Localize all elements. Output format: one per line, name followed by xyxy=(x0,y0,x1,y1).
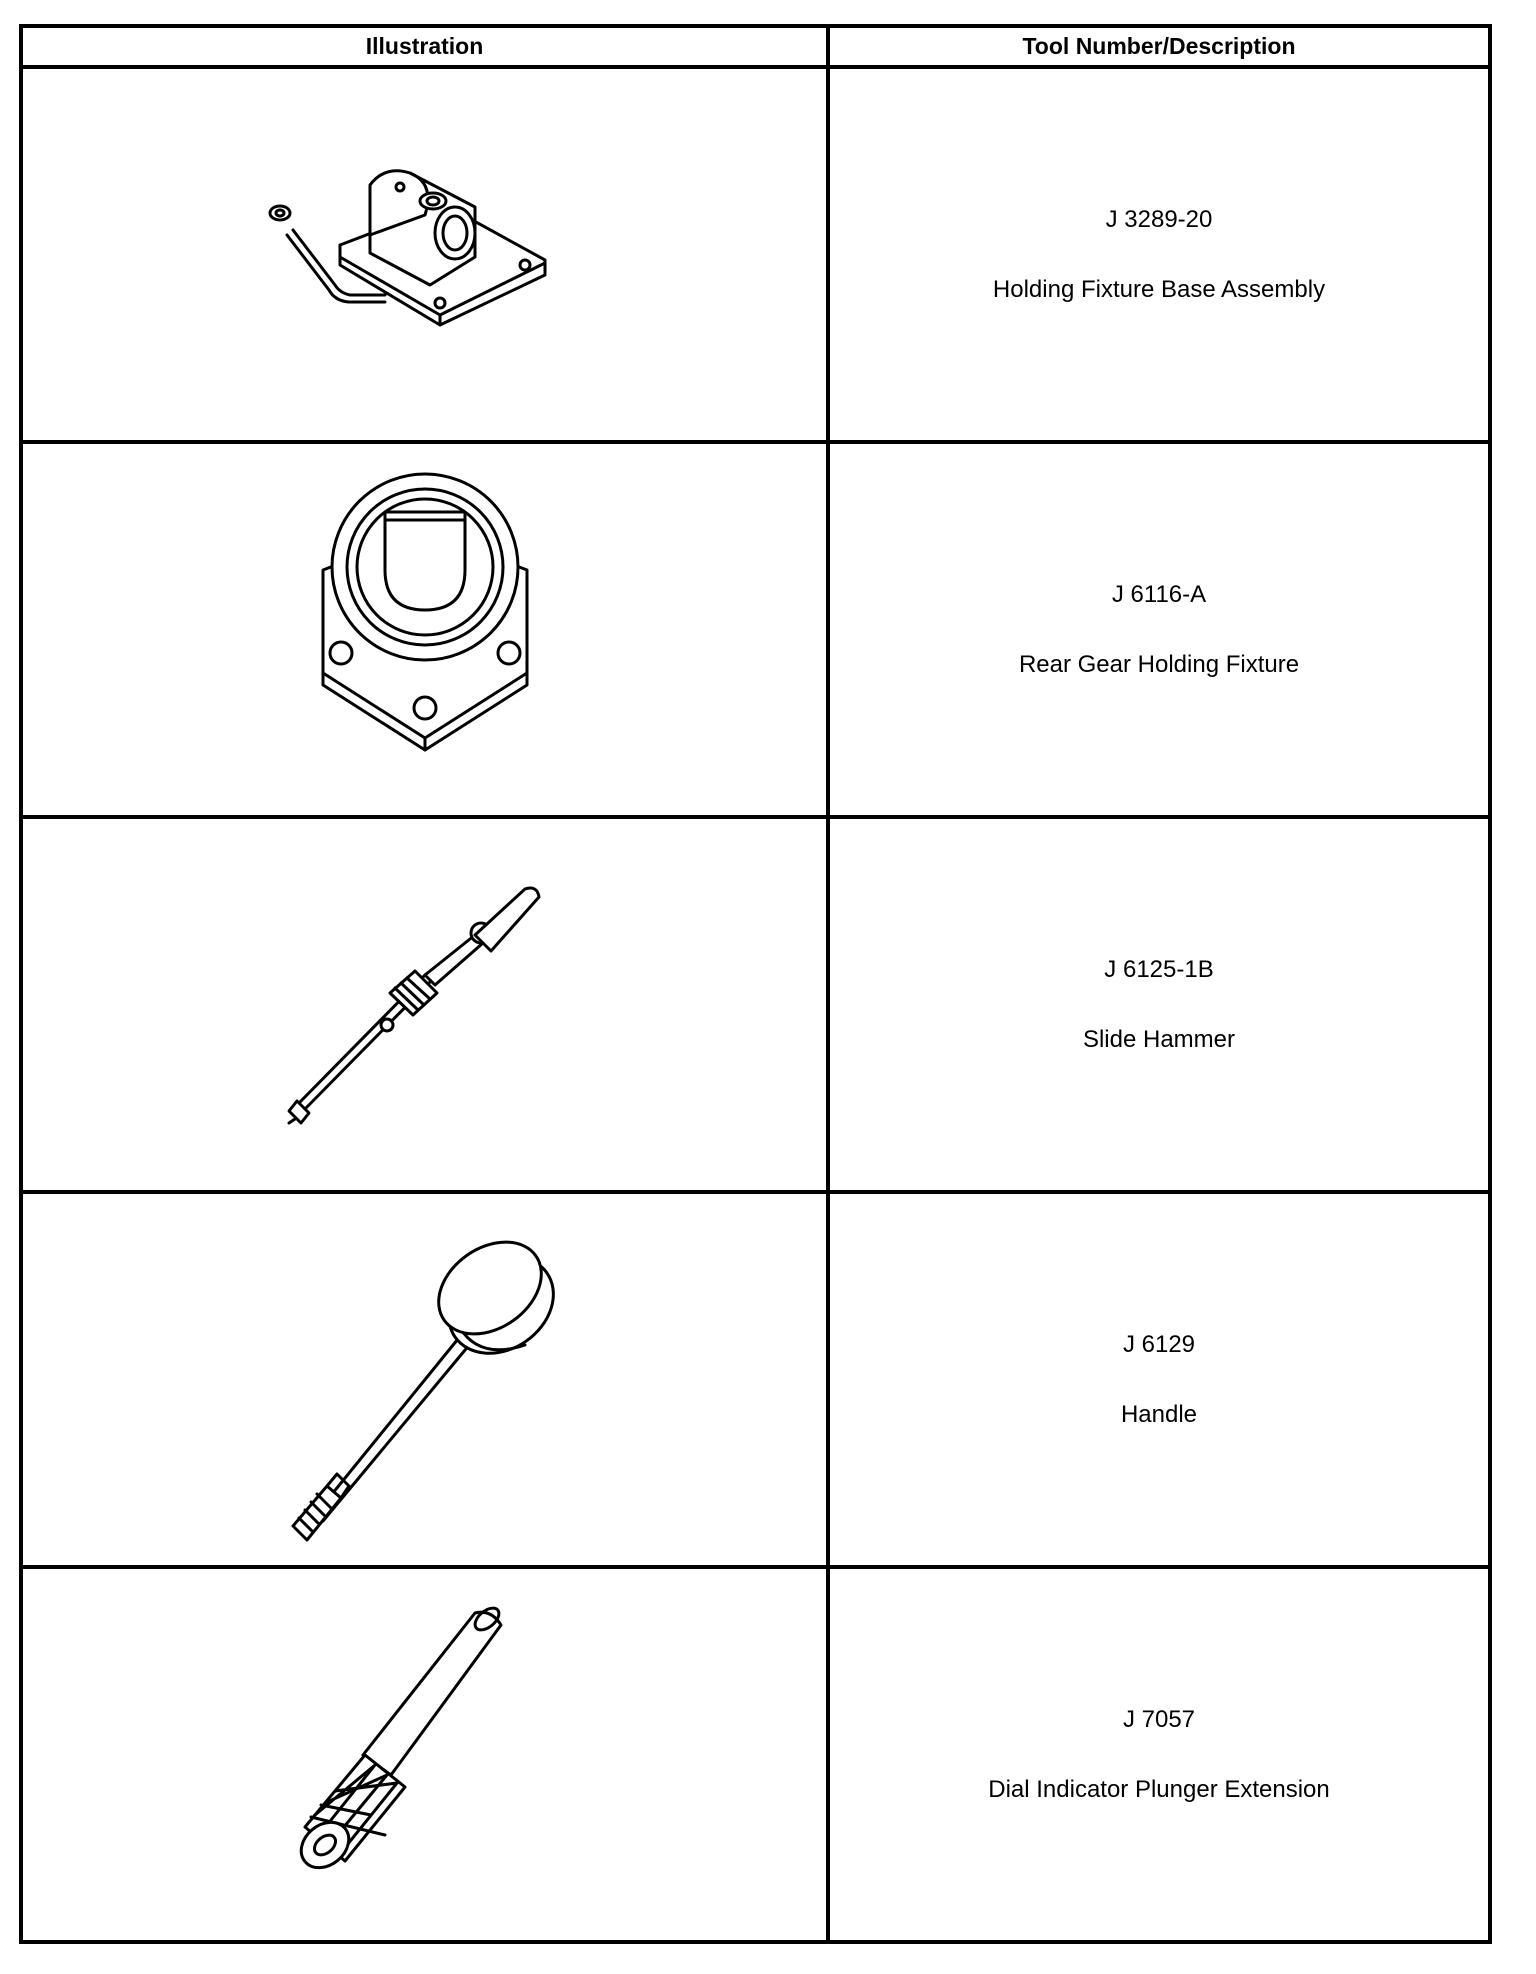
tool-description: Rear Gear Holding Fixture xyxy=(1018,650,1300,678)
header-illustration: Illustration xyxy=(21,26,828,67)
illustration-cell xyxy=(21,817,828,1192)
table-row xyxy=(21,817,1490,1192)
tool-number: J 6125-1B xyxy=(1104,955,1214,983)
illustration-cell xyxy=(21,1192,828,1567)
slide-hammer-illustration xyxy=(275,875,575,1135)
tools-table xyxy=(19,24,1492,1944)
plunger-extension-illustration xyxy=(275,1595,575,1915)
tool-description: Handle xyxy=(1120,1400,1198,1428)
tool-description: Slide Hammer xyxy=(1082,1025,1236,1053)
tool-number: J 6116-A xyxy=(1111,580,1207,608)
handle-illustration xyxy=(265,1210,585,1550)
description-cell xyxy=(828,67,1490,442)
tool-number: J 3289-20 xyxy=(1105,205,1213,233)
tool-description: Dial Indicator Plunger Extension xyxy=(988,1775,1330,1803)
illustration-cell xyxy=(21,1567,828,1942)
description-cell xyxy=(828,817,1490,1192)
tool-number: J 7057 xyxy=(1122,1705,1196,1733)
description-cell xyxy=(828,1567,1490,1942)
holding-fixture-base-illustration xyxy=(245,135,605,375)
table-row xyxy=(21,67,1490,442)
rear-gear-holding-fixture-illustration xyxy=(275,460,575,800)
tool-number: J 6129 xyxy=(1122,1330,1196,1358)
table-row xyxy=(21,1192,1490,1567)
header-tool-number-description: Tool Number/Description xyxy=(828,26,1490,67)
table-row xyxy=(21,442,1490,817)
description-cell xyxy=(828,442,1490,817)
table-row xyxy=(21,1567,1490,1942)
illustration-cell xyxy=(21,67,828,442)
description-cell xyxy=(828,1192,1490,1567)
illustration-cell xyxy=(21,442,828,817)
header-row xyxy=(21,26,1490,67)
tool-description: Holding Fixture Base Assembly xyxy=(992,275,1326,303)
